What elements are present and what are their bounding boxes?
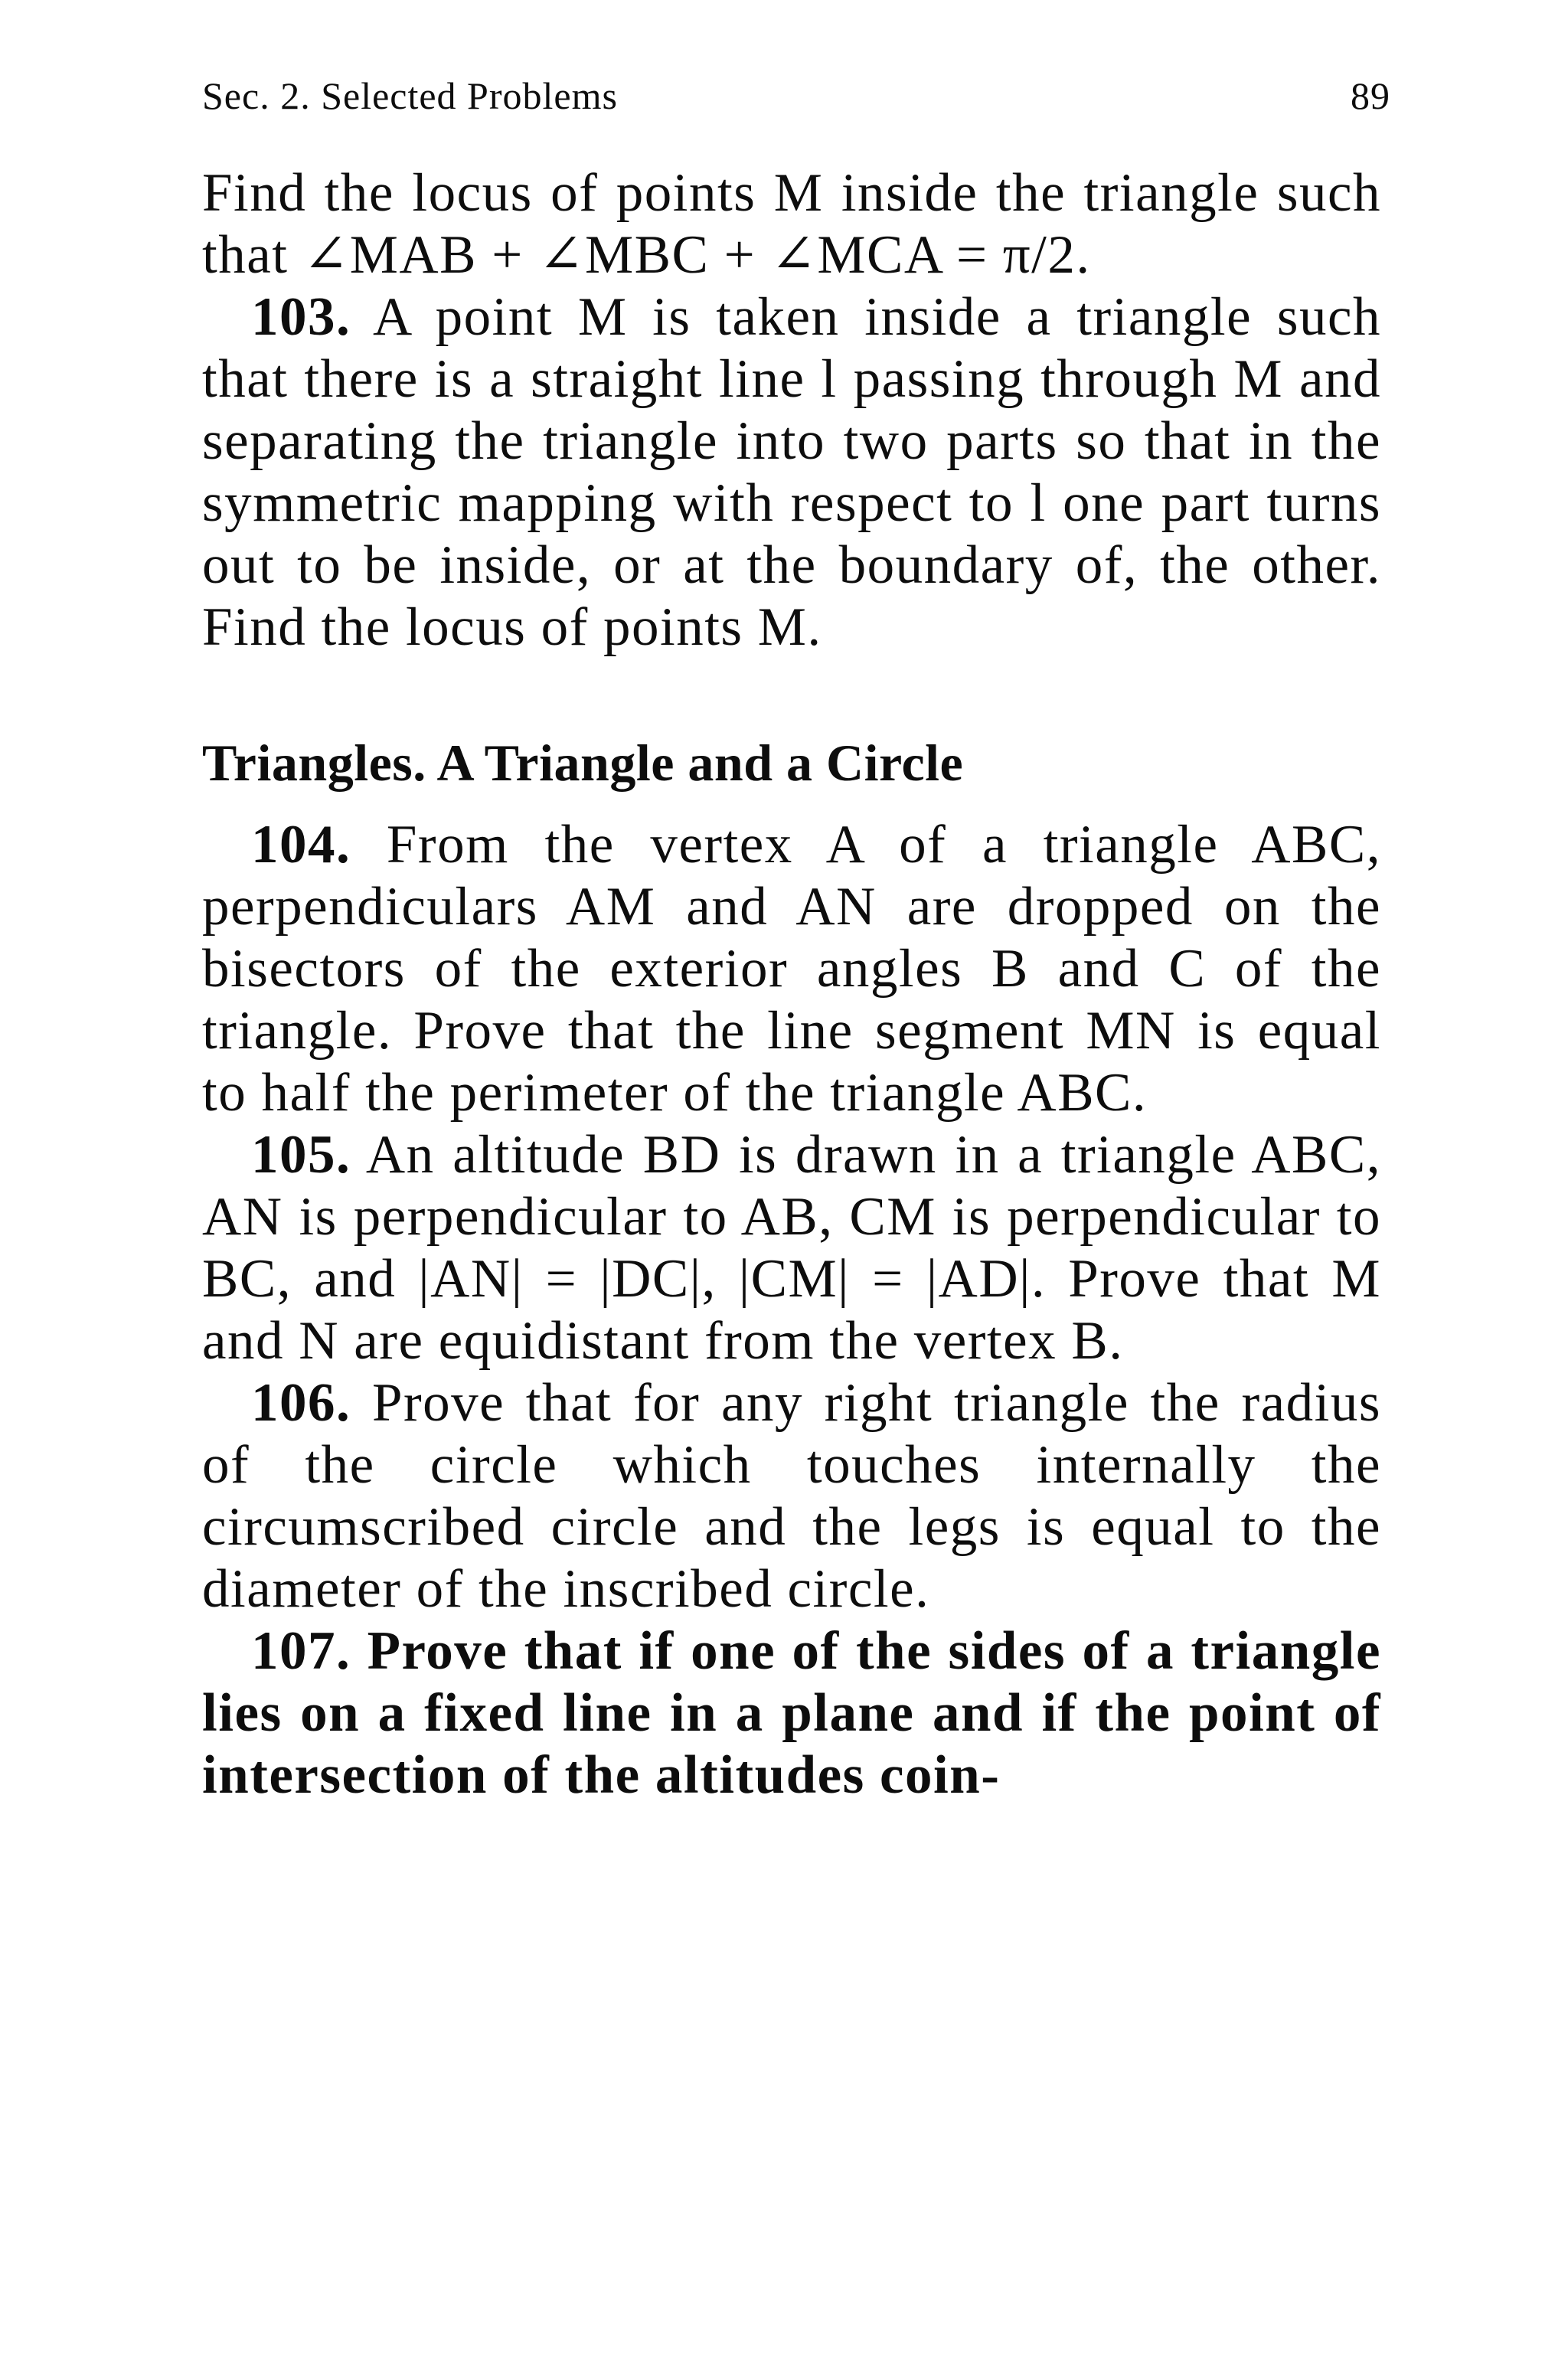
problem-105-text: An altitude BD is drawn in a triangle ABC, AN is perpendicular to AB, CM is perpendicular to BC, and |AN| = |DC|, |CM| = |AD|. Prove that M and N are equidistant from the vertex B. xyxy=(202,1125,1381,1371)
book-page xyxy=(202,74,1390,1806)
problem-106-text: Prove that for any right triangle the radius of the circle which touches internally the circumscribed circle and the legs is equal to the diameter of the inscribed circle. xyxy=(202,1373,1381,1619)
problem-103-number: 103. xyxy=(251,287,351,347)
problem-103-text: A point M is taken inside a triangle such that there is a straight line l passing through M and separating the triangle into two parts so that in the symmetric mapping with respect to l one part turns out to be inside, or at the boundary of, the other. Find the locus of points M. xyxy=(202,287,1381,657)
problem-104-text: From the vertex A of a triangle ABC, perpendiculars AM and AN are dropped on the bisectors of the exterior angles B and C of the triangle. Prove that the line segment MN is equal to half the perimeter of the triangle ABC. xyxy=(202,815,1381,1123)
problem-103 xyxy=(202,286,1381,659)
problem-106 xyxy=(202,1372,1381,1620)
page-number: 89 xyxy=(1351,74,1390,117)
problem-107-number: 107. xyxy=(251,1621,351,1681)
section-title: Sec. 2. Selected Problems xyxy=(202,74,618,117)
problem-105-number: 105. xyxy=(251,1125,351,1185)
body-text xyxy=(202,162,1381,1806)
problem-105 xyxy=(202,1124,1381,1372)
problem-107 xyxy=(202,1620,1381,1806)
running-head xyxy=(202,74,1390,118)
problem-104-number: 104. xyxy=(251,815,351,875)
problem-102-continuation: Find the locus of points M inside the triangle such that ∠MAB + ∠MBC + ∠MCA = π/2. xyxy=(202,163,1381,285)
section-heading: Triangles. A Triangle and a Circle xyxy=(202,734,964,792)
problem-106-number: 106. xyxy=(251,1373,351,1433)
problem-107-text: Prove that if one of the sides of a triangle lies on a fixed line in a plane and if the point of intersection of the altitudes coin- xyxy=(202,1621,1381,1805)
problem-104 xyxy=(202,814,1381,1124)
